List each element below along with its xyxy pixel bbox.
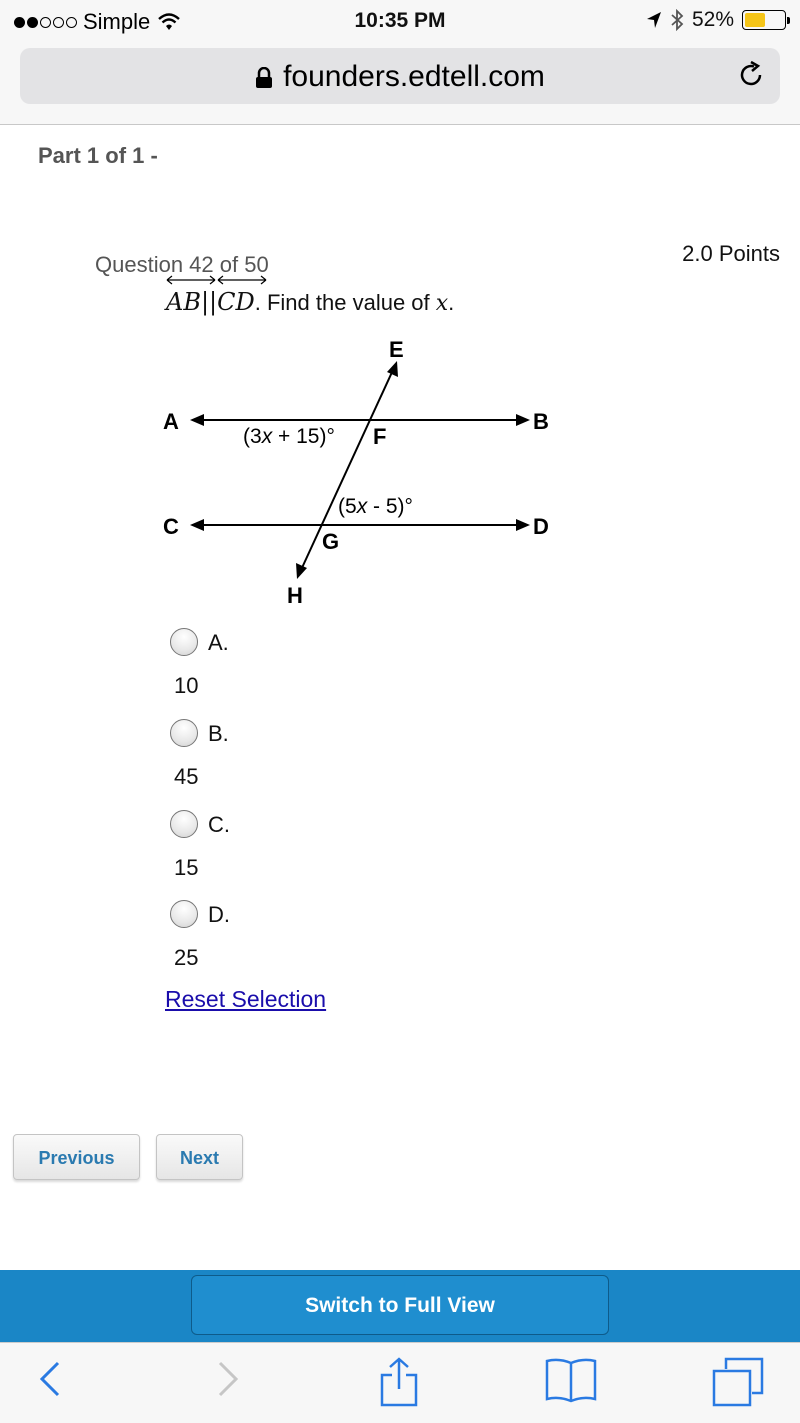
radio-button[interactable] (170, 719, 198, 747)
line-arrow-icon (217, 274, 267, 286)
share-icon[interactable] (378, 1357, 420, 1407)
battery-icon (742, 10, 786, 30)
choice-letter: C. (208, 812, 230, 837)
transversal-eh (301, 370, 393, 570)
label-e: E (389, 337, 404, 362)
back-icon[interactable] (34, 1357, 64, 1401)
choice-letter: A. (208, 630, 229, 655)
choice-value: 15 (174, 855, 199, 880)
browser-toolbar (0, 1342, 800, 1423)
part-heading: Part 1 of 1 - (38, 143, 158, 168)
switch-full-view-button[interactable]: Switch to Full View (191, 1275, 609, 1335)
status-right (646, 8, 786, 32)
parallel-symbol: || (200, 288, 218, 316)
question-prompt: . Find the value of (254, 290, 436, 315)
arrowhead (387, 361, 398, 377)
label-a: A (163, 409, 179, 434)
reset-selection-link[interactable]: Reset Selection (165, 986, 327, 1012)
line-arrow-icon (166, 274, 216, 286)
tabs-icon[interactable] (712, 1357, 764, 1407)
line-ab: AB (166, 288, 201, 316)
radio-button[interactable] (170, 900, 198, 928)
arrowhead (516, 414, 530, 426)
arrowhead (190, 519, 204, 531)
choice-value: 10 (174, 673, 199, 698)
question-end: . (448, 290, 455, 315)
clock: 10:35 PM (354, 9, 446, 32)
arrowhead (516, 519, 530, 531)
label-c: C (163, 514, 179, 539)
question-variable: x (435, 291, 449, 316)
previous-button[interactable]: Previous (13, 1134, 140, 1180)
forward-icon[interactable] (214, 1357, 244, 1401)
reload-icon[interactable] (736, 60, 766, 90)
bookmarks-icon[interactable] (545, 1357, 597, 1403)
carrier-name: Simple (83, 9, 151, 34)
radio-button[interactable] (170, 810, 198, 838)
arrowhead (190, 414, 204, 426)
choice-letter: B. (208, 721, 229, 746)
label-f: F (373, 424, 387, 449)
lock-icon (255, 67, 273, 89)
arrowhead (296, 563, 307, 579)
question-text (166, 288, 454, 316)
browser-chrome (0, 40, 800, 125)
next-button[interactable]: Next (156, 1134, 243, 1180)
radio-button[interactable] (170, 628, 198, 656)
address-bar[interactable] (20, 48, 780, 104)
location-arrow-icon (646, 11, 662, 29)
angle-label-3x: (3x + 15)° (243, 425, 335, 448)
label-g: G (322, 529, 340, 554)
battery-percent: 52% (691, 8, 734, 31)
points-value: 2.0 Points (682, 241, 780, 266)
parallel-lines-diagram (150, 335, 570, 615)
choice-value: 45 (174, 764, 199, 789)
question-number: Question 42 of 50 (95, 252, 269, 277)
bluetooth-icon (670, 9, 684, 31)
full-view-bar (0, 1270, 800, 1342)
label-d: D (533, 514, 549, 539)
line-cd: CD (217, 288, 255, 316)
url-text: founders.edtell.com (283, 60, 545, 93)
choice-letter: D. (208, 902, 230, 927)
label-b: B (533, 409, 549, 434)
status-bar (0, 0, 800, 40)
angle-label-5x: (5x - 5)° (338, 495, 413, 518)
label-h: H (287, 583, 303, 608)
choice-value: 25 (174, 945, 199, 970)
